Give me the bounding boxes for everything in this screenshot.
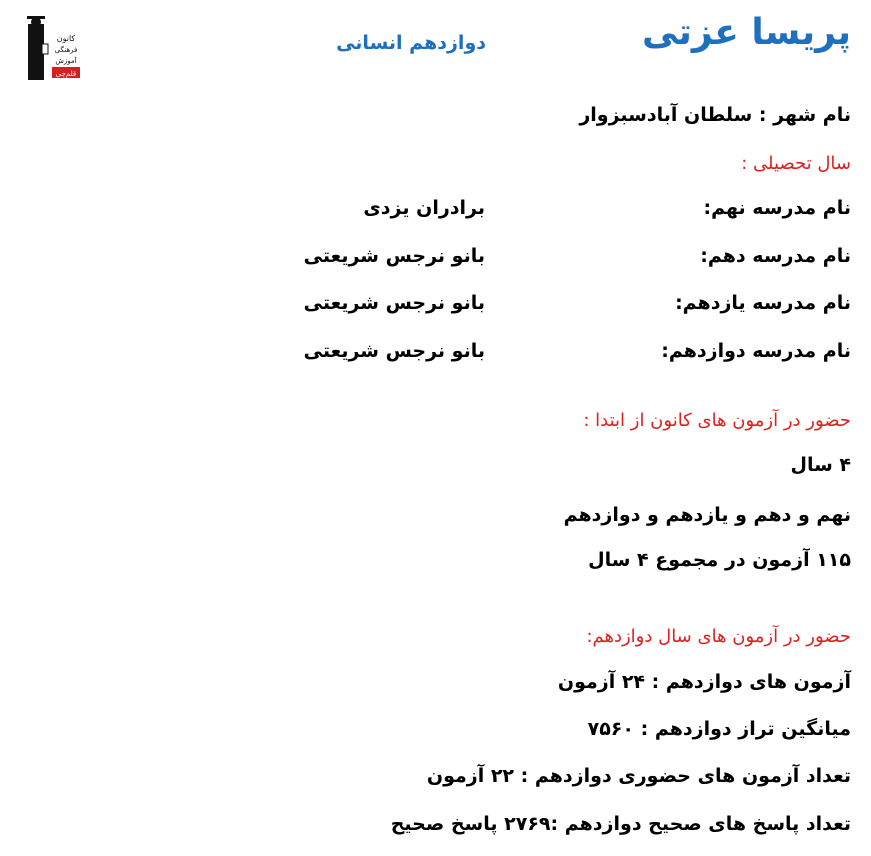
twelfth-correct-answers: تعداد پاسخ های صحیح دوازدهم :۲۷۶۹ پاسخ صحیح bbox=[390, 813, 851, 835]
student-name: پریسا عزتی bbox=[641, 12, 851, 53]
school-label-11: نام مدرسه یازدهم: bbox=[675, 292, 851, 314]
school-label-9: نام مدرسه نهم: bbox=[703, 197, 851, 219]
kanoon-logo bbox=[22, 14, 82, 82]
school-value-10: بانو نرجس شریعتی bbox=[303, 245, 485, 267]
city-line: نام شهر : سلطان آبادسبزوار bbox=[579, 104, 851, 126]
logo-text-3: آموزش bbox=[55, 57, 77, 65]
school-years-heading: سال تحصیلی : bbox=[741, 153, 851, 174]
logo-text-1: کانون bbox=[56, 34, 76, 43]
school-value-9: برادران یزدی bbox=[363, 197, 485, 219]
kanoon-years: ۴ سال bbox=[790, 454, 851, 476]
twelfth-attended: تعداد آزمون های حضوری دوازدهم : ۲۲ آزمون bbox=[426, 765, 851, 787]
kanoon-heading: حضور در آزمون های کانون از ابتدا : bbox=[583, 410, 851, 431]
twelfth-exams: آزمون های دوازدهم : ۲۴ آزمون bbox=[557, 671, 851, 693]
twelfth-heading: حضور در آزمون های سال دوازدهم: bbox=[586, 626, 851, 647]
kanoon-total-exams: ۱۱۵ آزمون در مجموع ۴ سال bbox=[588, 549, 851, 571]
school-value-11: بانو نرجس شریعتی bbox=[303, 292, 485, 314]
kanoon-grades: نهم و دهم و یازدهم و دوازدهم bbox=[563, 504, 851, 526]
logo-text-2: فرهنگی bbox=[54, 46, 78, 54]
logo-text-4: قلم‌چی bbox=[55, 70, 77, 78]
school-value-12: بانو نرجس شریعتی bbox=[303, 340, 485, 362]
school-label-12: نام مدرسه دوازدهم: bbox=[661, 340, 851, 362]
school-label-10: نام مدرسه دهم: bbox=[700, 245, 851, 267]
twelfth-average: میانگین تراز دوازدهم : ۷۵۶۰ bbox=[587, 718, 851, 740]
grade-label: دوازدهم انسانی bbox=[336, 32, 486, 54]
